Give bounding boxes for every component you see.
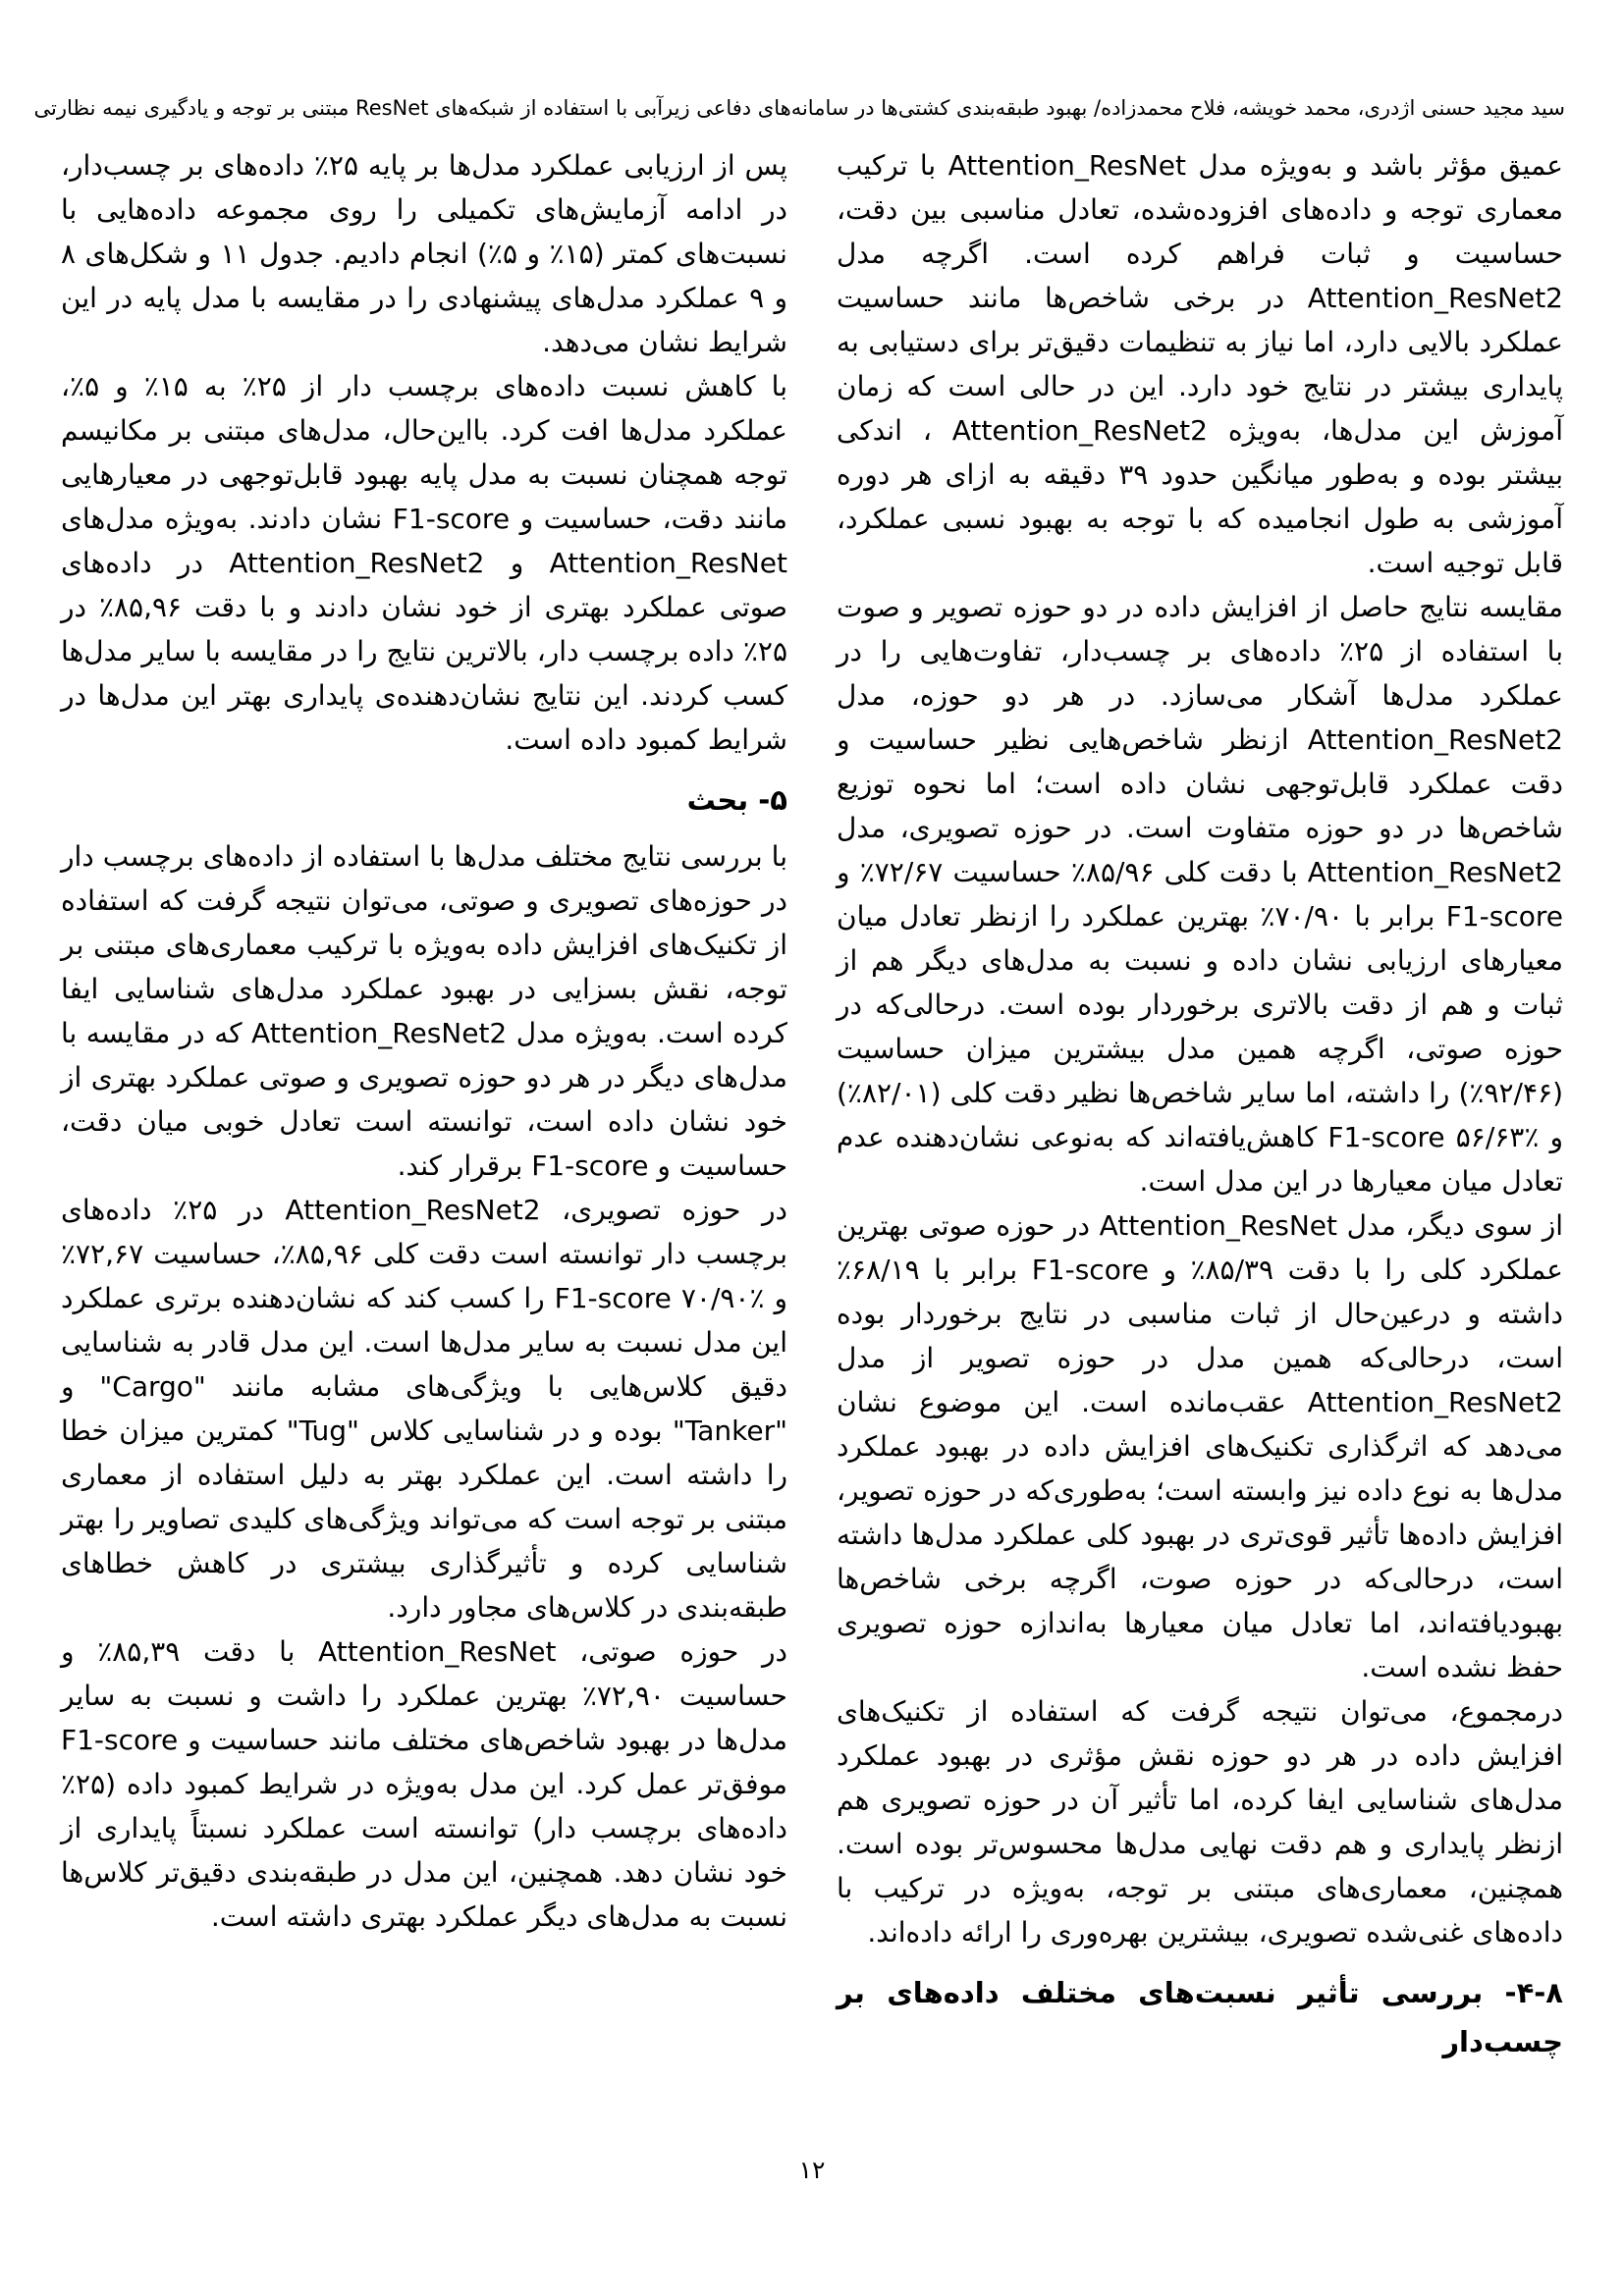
section-heading-labeled-data-ratios: ۴-۸- بررسی تأثیر نسبت‌های مختلف داده‌های بر چسب‌دار [837, 1976, 1563, 2058]
paragraph: از سوی دیگر، مدل Attention_ResNet در حوزه صوتی بهترین عملکرد کلی را با دقت ۸۵/۳۹٪ و F1-score برابر با ۶۸/۱۹٪ داشته و درعین‌حال از ثبات مناسبی در نتایج برخوردار بوده است، درحالی‌که همین مدل در حوزه تصویر از مدل Attention_ResNet2 عقب‌مانده است. این موضوع نشان می‌دهد که اثرگذاری تکنیک‌های افزایش داده در بهبود عملکرد مدل‌ها به نوع داده نیز وابسته است؛ به‌طوری‌که در حوزه تصویر، افزایش داده‌ها تأثیر قوی‌تری در بهبود کلی عملکرد مدل‌ها داشته است، درحالی‌که در حوزه صوت، اگرچه برخی شاخص‌ها بهبودیافته‌اند، اما تعادل میان معیارها به‌اندازه حوزه تصویری حفظ نشده است. [837, 1209, 1563, 1683]
column-left [61, 143, 787, 1939]
paragraph: عمیق مؤثر باشد و به‌ویژه مدل Attention_ResNet با ترکیب معماری توجه و داده‌های افزوده‌شده، تعادل مناسبی بین دقت، حساسیت و ثبات فراهم کرده است. اگرچه مدل Attention_ResNet2 در برخی شاخص‌ها مانند حساسیت عملکرد بالایی دارد، اما نیاز به تنظیمات دقیق‌تر برای دستیابی به پایداری بیشتر در نتایج خود دارد. این در حالی است که زمان آموزش این مدل‌ها، به‌ویژه Attention_ResNet2 ، اندکی بیشتر بوده و به‌طور میانگین حدود ۳۹ دقیقه به ازای هر دوره آموزشی به طول انجامیده که با توجه به بهبود نسبی عملکرد، قابل توجیه است. [837, 149, 1563, 579]
paragraph: درمجموع، می‌توان نتیجه گرفت که استفاده از تکنیک‌های افزایش داده در هر دو حوزه نقش مؤثری در بهبود عملکرد مدل‌های شناسایی ایفا کرده، اما تأثیر آن در حوزه تصویری هم ازنظر پایداری و هم دقت نهایی مدل‌ها محسوس‌تر بوده است. همچنین، معماری‌های مبتنی بر توجه، به‌ویژه در ترکیب با داده‌های غنی‌شده تصویری، بیشترین بهره‌وری را ارائه داده‌اند. [837, 1695, 1563, 1949]
section-heading-discussion: ۵- بحث [686, 783, 787, 817]
paragraph: در حوزه صوتی، Attention_ResNet با دقت ۸۵,۳۹٪ و حساسیت ۷۲,۹۰٪ بهترین عملکرد را داشت و نسبت به سایر مدل‌ها در بهبود شاخص‌های مختلف مانند حساسیت و F1-score موفق‌تر عمل کرد. این مدل به‌ویژه در شرایط کمبود داده (۲۵٪ داده‌های برچسب دار) توانسته است عملکرد نسبتاً پایداری از خود نشان دهد. همچنین، این مدل در طبقه‌بندی دقیق‌تر کلاس‌ها نسبت به مدل‌های دیگر عملکرد بهتری داشته است. [61, 1635, 787, 1933]
content-columns [61, 143, 1563, 2076]
paragraph: مقایسه نتایج حاصل از افزایش داده در دو حوزه تصویر و صوت با استفاده از ۲۵٪ داده‌های بر چسب‌دار، تفاوت‌هایی را در عملکرد مدل‌ها آشکار می‌سازد. در هر دو حوزه، مدل Attention_ResNet2 ازنظر شاخص‌هایی نظیر حساسیت و دقت عملکرد قابل‌توجهی نشان داده است؛ اما نحوه توزیع شاخص‌ها در دو حوزه متفاوت است. در حوزه تصویری، مدل Attention_ResNet2 با دقت کلی ۸۵/۹۶٪ حساسیت ۷۲/۶۷٪ و F1-score برابر با ۷۰/۹۰٪ بهترین عملکرد را ازنظر تعادل میان معیارهای ارزیابی نشان داده و نسبت به مدل‌های دیگر هم از ثبات و هم از دقت بالاتری برخوردار بوده است. درحالی‌که در حوزه صوتی، اگرچه همین مدل بیشترین میزان حساسیت (۹۲/۴۶٪) را داشته، اما سایر شاخص‌ها نظیر دقت کلی (۸۲/۰۱٪) و F1-score ۵۶/۶۳٪ کاهش‌یافته‌اند که به‌نوعی نشان‌دهنده عدم تعادل میان معیارها در این مدل است. [837, 591, 1564, 1198]
column-right [837, 143, 1563, 2076]
paragraph: با بررسی نتایج مختلف مدل‌ها با استفاده از داده‌های برچسب دار در حوزه‌های تصویری و صوتی، می‌توان نتیجه گرفت که استفاده از تکنیک‌های افزایش داده به‌ویژه با ترکیب معماری‌های مبتنی بر توجه، نقش بسزایی در بهبود عملکرد مدل‌های شناسایی ایفا کرده است. به‌ویژه مدل Attention_ResNet2 که در مقایسه با مدل‌های دیگر در هر دو حوزه تصویری و صوتی عملکرد بهتری از خود نشان داده است، توانسته است تعادل خوبی میان دقت، حساسیت و F1-score برقرار کند. [61, 840, 787, 1182]
paragraph: پس از ارزیابی عملکرد مدل‌ها بر پایه ۲۵٪ داده‌های بر چسب‌دار، در ادامه آزمایش‌های تکمیلی را روی مجموعه داده‌هایی با نسبت‌های کمتر (۱۵٪ و ۵٪) انجام دادیم. جدول ۱۱ و شکل‌های ۸ و ۹ عملکرد مدل‌های پیشنهادی را در مقایسه با مدل پایه در این شرایط نشان می‌دهد. [61, 149, 788, 358]
paragraph: در حوزه تصویری، Attention_ResNet2 در ۲۵٪ داده‌های برچسب دار توانسته است دقت کلی ۸۵,۹۶٪، حساسیت ۷۲,۶۷٪ و F1-score ۷۰/۹۰٪ را کسب کند که نشان‌دهنده برتری عملکرد این مدل نسبت به سایر مدل‌ها است. این مدل قادر به شناسایی دقیق کلاس‌هایی با ویژگی‌های مشابه مانند "Cargo" و "Tanker" بوده و در شناسایی کلاس "Tug" کمترین میزان خطا را داشته است. این عملکرد بهتر به دلیل استفاده از معماری مبتنی بر توجه است که می‌تواند ویژگی‌های کلیدی تصاویر را بهتر شناسایی کرده و تأثیرگذاری بیشتری در کاهش خطاهای طبقه‌بندی در کلاس‌های مجاور دارد. [61, 1194, 788, 1624]
page-number: ۱۲ [798, 2156, 826, 2184]
running-header: سید مجید حسنی اژدری، محمد خویشه، فلاح محمدزاده/ بهبود طبقه‌بندی کشتی‌ها در سامانه‌های دفاعی زیرآبی با استفاده از شبکه‌های ResNet مبتنی بر توجه و یادگیری نیمه نظارتی [33, 96, 1565, 120]
paragraph: با کاهش نسبت داده‌های برچسب دار از ۲۵٪ به ۱۵٪ و ۵٪، عملکرد مدل‌ها افت کرد. بااین‌حال، مدل‌های مبتنی بر مکانیسم توجه همچنان نسبت به مدل پایه بهبود قابل‌توجهی در معیارهایی مانند دقت، حساسیت و F1-score نشان دادند. به‌ویژه مدل‌های Attention_ResNet و Attention_ResNet2 در داده‌های صوتی عملکرد بهتری از خود نشان دادند و با دقت ۸۵,۹۶٪ در ۲۵٪ داده برچسب دار، بالاترین نتایج را در مقایسه با سایر مدل‌ها کسب کردند. این نتایج نشان‌دهنده‌ی پایداری بهتر این مدل‌ها در شرایط کمبود داده است. [61, 370, 787, 756]
